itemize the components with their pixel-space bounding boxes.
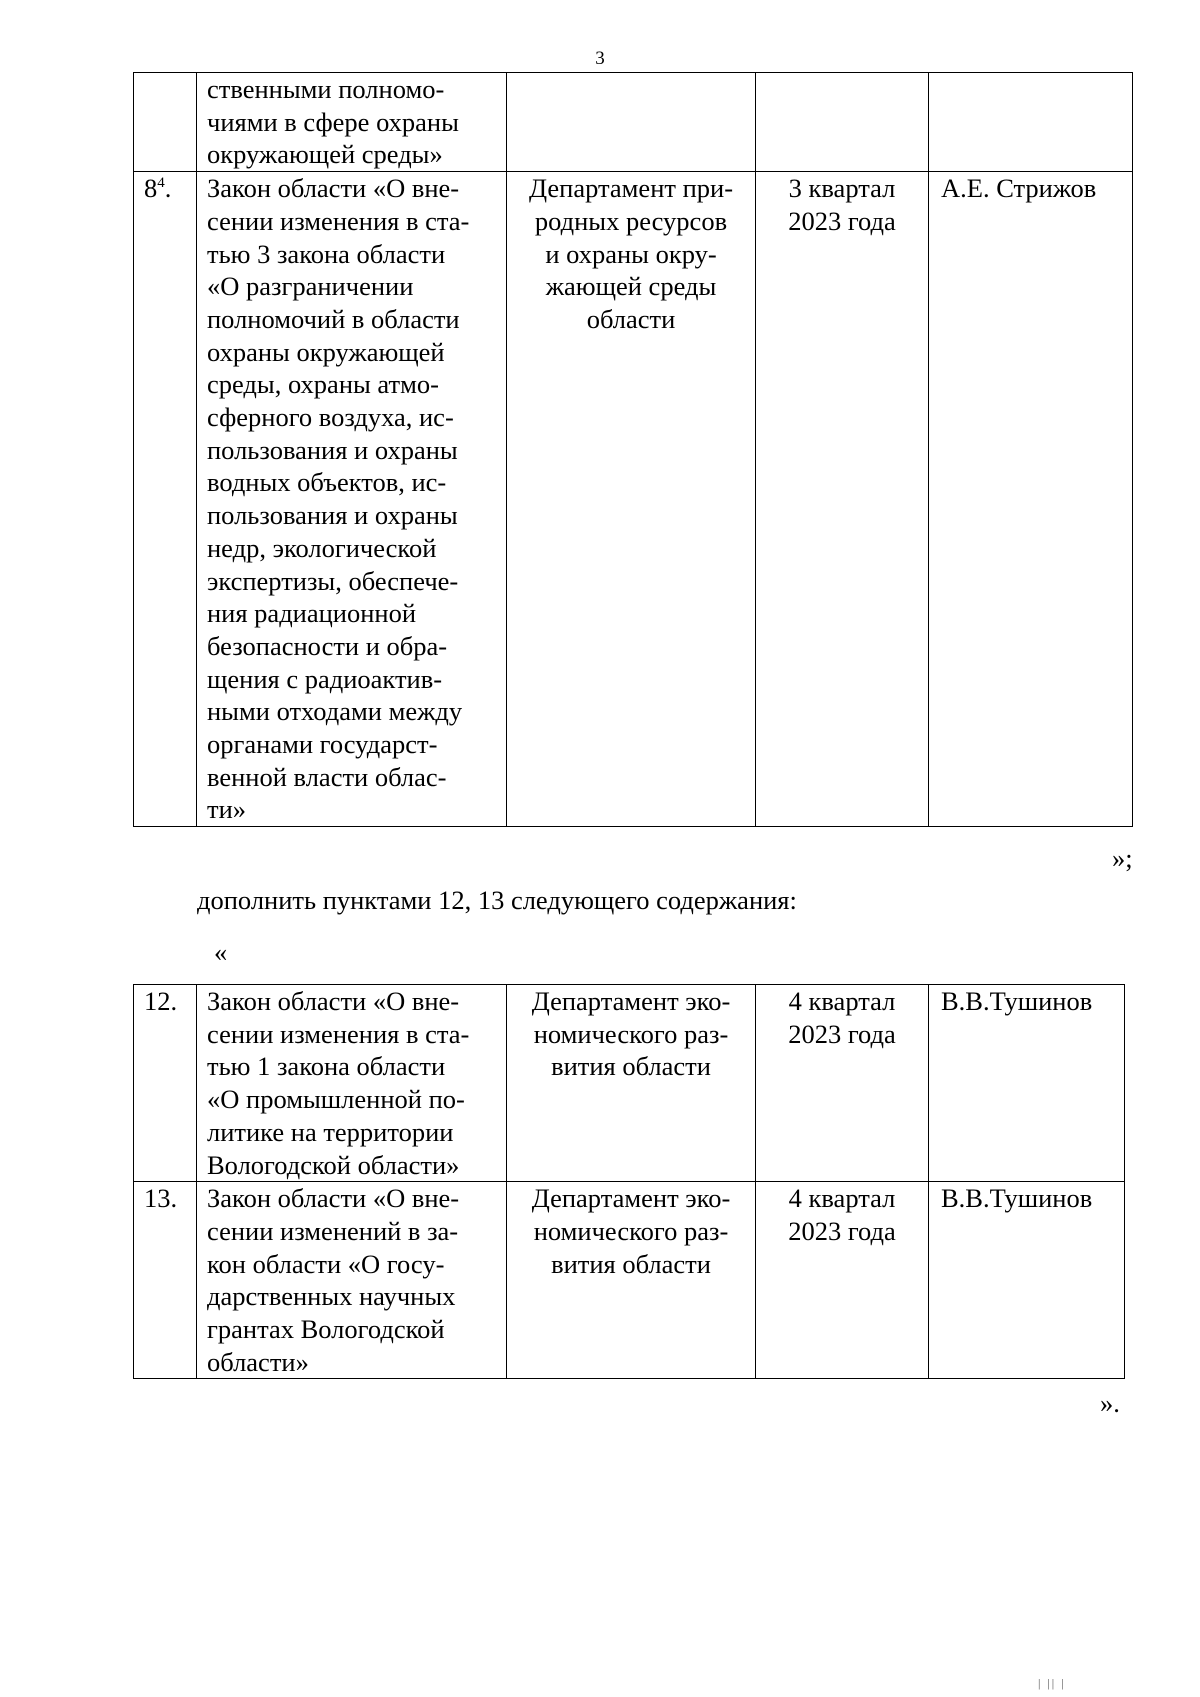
text-line: пользования и охраны	[207, 434, 458, 465]
law-name-cell	[197, 73, 507, 172]
text-line: кон области «О госу-	[207, 1248, 445, 1279]
text-line: сферного воздуха, ис-	[207, 402, 454, 433]
text-line: ственными полномо-	[207, 74, 445, 104]
text-line: среды, охраны атмо-	[207, 369, 439, 400]
text-line: «О разграничении	[207, 271, 414, 302]
text-line: тью 3 закона области	[207, 238, 446, 269]
text-line: 2023 года	[788, 1018, 896, 1049]
term-cell	[756, 985, 929, 1182]
text-line: вития области	[551, 1051, 711, 1082]
text-line: области	[586, 303, 676, 334]
text-line: недр, экологической	[207, 532, 437, 563]
text-line: сении изменения в ста-	[207, 1018, 470, 1049]
text-line: дарственных научных	[207, 1281, 456, 1312]
text-line: 2023 года	[788, 1215, 896, 1246]
text-line: 2023 года	[788, 205, 896, 236]
closing-quote: »;	[1112, 843, 1133, 873]
text-line: пользования и охраны	[207, 500, 458, 531]
responsible-cell	[929, 172, 1133, 827]
department-cell	[507, 172, 756, 827]
text-line: жающей среды	[545, 271, 717, 302]
law-name-cell	[197, 1182, 507, 1379]
row-number-cell	[134, 172, 197, 827]
text-line: 4 квартал	[788, 986, 896, 1016]
table-row-13	[134, 1182, 1125, 1379]
department-cell	[507, 985, 756, 1182]
text-line: Закон области «О вне-	[207, 173, 460, 204]
table-row-continuation	[134, 73, 1133, 172]
responsible-cell	[929, 1182, 1125, 1379]
footer-marks: | || |	[1038, 1676, 1066, 1690]
text-line: щения с радиоактив-	[207, 663, 443, 694]
text-line: номического раз-	[533, 1018, 729, 1049]
text-line: ния радиационной	[207, 598, 417, 629]
row-number-cell	[134, 73, 197, 172]
text-line: и охраны окру-	[545, 238, 717, 269]
text-line: Закон области «О вне-	[207, 986, 460, 1016]
responsible-name: В.В.Тушинов	[941, 1183, 1093, 1214]
text-line: органами государст-	[207, 729, 438, 760]
page-number: 3	[595, 48, 605, 69]
responsible-cell	[929, 985, 1125, 1182]
text-line: «О промышленной по-	[207, 1084, 465, 1115]
text-line: ными отходами между	[207, 696, 463, 727]
text-line: Вологодской области»	[207, 1149, 460, 1180]
text-line: родных ресурсов	[534, 205, 728, 236]
text-line: ти»	[207, 794, 247, 825]
law-name-cell	[197, 172, 507, 827]
text-line: окружающей среды»	[207, 139, 443, 170]
text-line: вития области	[551, 1248, 711, 1279]
table-row-8-4	[134, 172, 1133, 827]
text-line: 3 квартал	[788, 173, 896, 204]
text-line: Департамент эко-	[531, 1183, 731, 1214]
text-line: сении изменения в ста-	[207, 205, 470, 236]
text-line: Закон области «О вне-	[207, 1183, 460, 1214]
text-line: чиями в сфере охраны	[207, 106, 459, 137]
responsible-name: А.Е. Стрижов	[941, 173, 1097, 204]
law-name-cell	[197, 985, 507, 1182]
text-line: полномочий в области	[207, 303, 460, 334]
text-line: номического раз-	[533, 1215, 729, 1246]
text-line: охраны окружающей	[207, 336, 445, 367]
text-line: водных объектов, ис-	[207, 467, 447, 498]
plan-table-continued	[133, 72, 1133, 827]
text-line: области»	[207, 1346, 309, 1377]
term-cell	[756, 172, 929, 827]
closing-quote-final: ».	[1100, 1388, 1120, 1418]
row-number-superscript: 4	[157, 175, 165, 192]
text-line: грантах Вологодской	[207, 1314, 445, 1345]
row-number: 13.	[144, 1183, 178, 1214]
department-cell	[507, 1182, 756, 1379]
responsible-cell	[929, 73, 1133, 172]
opening-quote: «	[214, 937, 228, 967]
term-cell	[756, 1182, 929, 1379]
row-number-cell	[134, 1182, 197, 1379]
text-line: экспертизы, обеспече-	[207, 565, 459, 596]
plan-table-additions	[133, 984, 1125, 1379]
text-line: сении изменений в за-	[207, 1215, 459, 1246]
row-number: 12.	[144, 986, 178, 1016]
row-number-suffix: .	[164, 173, 172, 204]
intro-text: дополнить пунктами 12, 13 следующего содержания:	[197, 885, 797, 915]
row-number: 8	[144, 173, 158, 204]
row-number-cell	[134, 985, 197, 1182]
text-line: тью 1 закона области	[207, 1051, 446, 1082]
department-cell	[507, 73, 756, 172]
term-cell	[756, 73, 929, 172]
text-line: безопасности и обра-	[207, 630, 448, 661]
text-line: Департамент эко-	[531, 986, 731, 1016]
responsible-name: В.В.Тушинов	[941, 986, 1093, 1016]
text-line: литике на территории	[207, 1116, 454, 1147]
text-line: венной власти облас-	[207, 761, 447, 792]
text-line: 4 квартал	[788, 1183, 896, 1214]
table-row-12	[134, 985, 1125, 1182]
text-line: Департамент при-	[528, 173, 734, 204]
